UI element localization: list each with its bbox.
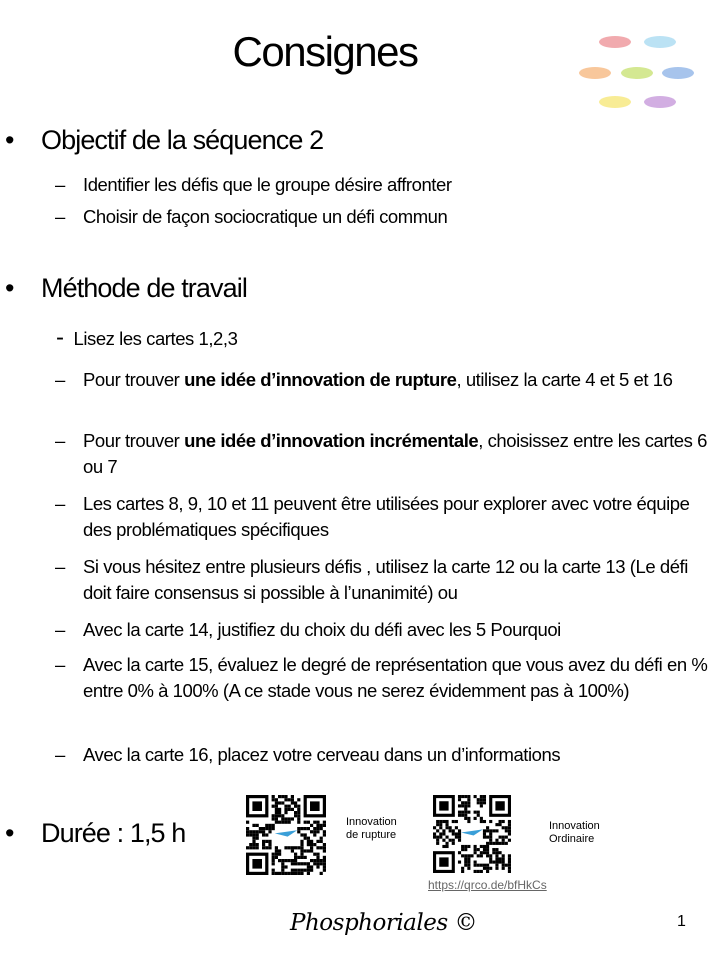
objective-item xyxy=(55,172,713,198)
dash: – xyxy=(55,174,65,195)
label: de rupture xyxy=(346,829,397,841)
bold-text: une idée d’innovation de rupture xyxy=(184,369,457,390)
objective-item-text: Identifier les défis que le groupe désire affronter xyxy=(83,174,452,195)
objective-item xyxy=(55,204,713,230)
bullet: • xyxy=(5,273,14,303)
method-item xyxy=(55,652,713,704)
objective-item-text: Choisir de façon sociocratique un défi commun xyxy=(83,206,448,227)
text: Avec la carte 15, évaluez le degré de représentation que vous avez du défi en % entre 0% à 100% (A ce stade vous ne serez évidemment pas à 100%) xyxy=(83,654,708,701)
page-number: 1 xyxy=(677,913,686,930)
duration-text: Durée : 1,5 h xyxy=(41,818,186,848)
text: Les cartes 8, 9, 10 et 11 peuvent être utilisées pour explorer avec votre équipe des problématiques spécifiques xyxy=(83,493,690,540)
dash: – xyxy=(55,493,65,514)
dash: – xyxy=(55,744,65,765)
label: Innovation xyxy=(346,816,397,828)
bullet: • xyxy=(5,125,14,155)
objective-heading xyxy=(5,125,324,156)
dash: - xyxy=(56,324,64,351)
bullet: • xyxy=(5,818,14,848)
method-intro-text: Lisez les cartes 1,2,3 xyxy=(73,328,238,349)
label: Ordinaire xyxy=(549,833,595,845)
butterflies-logo xyxy=(575,30,700,115)
bold-text: une idée d’innovation incrémentale xyxy=(184,430,479,451)
qr-code-rupture[interactable] xyxy=(246,795,326,875)
method-item xyxy=(55,554,713,606)
method-item xyxy=(55,491,713,543)
signature: Phosphoriales © xyxy=(290,910,477,936)
method-heading xyxy=(5,273,247,304)
qr-link[interactable]: https://qrco.de/bfHkCs xyxy=(428,878,547,892)
text: , utilisez la carte 4 et 5 et 16 xyxy=(456,369,673,390)
dash: – xyxy=(55,369,65,390)
method-item xyxy=(55,742,713,768)
qr-code-ordinaire[interactable] xyxy=(433,795,511,873)
qr-label-ordinaire xyxy=(549,820,600,846)
duration xyxy=(5,818,186,849)
text: Pour trouver xyxy=(83,369,185,390)
text: Si vous hésitez entre plusieurs défis , utilisez la carte 12 ou la carte 13 (Le défi doit faire consensus si possible à l’unanimité) ou xyxy=(83,556,688,603)
text: , choisissez entre les cartes 6 ou 7 xyxy=(83,430,707,477)
text: Avec la carte 16, placez votre cerveau dans un d’informations xyxy=(83,744,561,765)
method-item xyxy=(55,617,713,643)
dash: – xyxy=(55,206,65,227)
dash: – xyxy=(55,654,65,675)
qr-label-rupture xyxy=(346,816,397,842)
text: Pour trouver xyxy=(83,430,185,451)
text: Avec la carte 14, justifiez du choix du défi avec les 5 Pourquoi xyxy=(83,619,561,640)
objective-heading-text: Objectif de la séquence 2 xyxy=(41,125,324,155)
dash: – xyxy=(55,556,65,577)
method-item xyxy=(55,367,713,393)
dash: – xyxy=(55,619,65,640)
method-item xyxy=(55,428,713,480)
slide-title: Consignes xyxy=(232,28,418,75)
method-heading-text: Méthode de travail xyxy=(41,273,247,303)
label: Innovation xyxy=(549,820,600,832)
dash: – xyxy=(55,430,65,451)
method-intro xyxy=(56,325,237,352)
